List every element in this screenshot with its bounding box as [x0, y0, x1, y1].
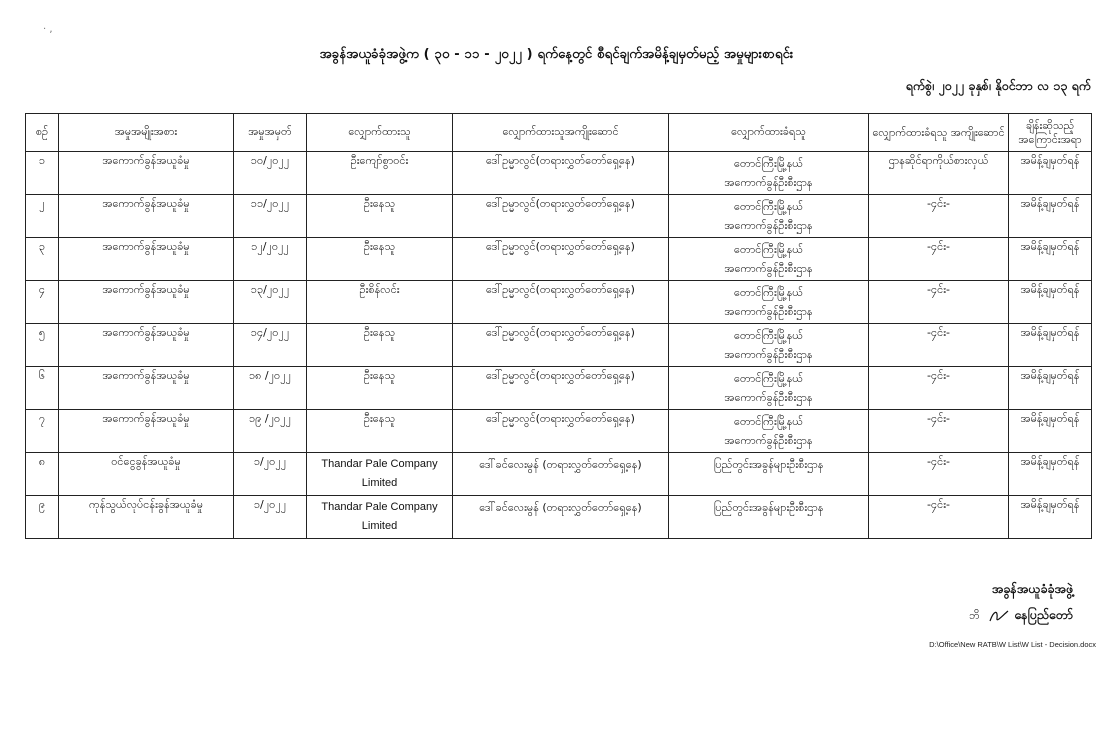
cell-respondent [669, 410, 869, 453]
cell-case-number: ၁၉ /၂၀၂၂ [234, 410, 307, 453]
respondent-line-1: တောင်ကြီးမြို့နယ် [734, 415, 803, 428]
cell-respondent [669, 453, 869, 496]
cell-respondent-representative: -၄င်း- [869, 453, 1009, 496]
signature-place [969, 602, 1073, 629]
table-row [26, 410, 1092, 453]
respondent-line-1: တောင်ကြီးမြို့နယ် [734, 372, 803, 385]
cell-case-type: အကောက်ခွန်အယူခံမှု [59, 367, 234, 410]
signature-scribble-icon [988, 608, 1010, 624]
table-row [26, 367, 1092, 410]
cell-applicant-representative: ဒေါ်ဥမ္မာလွင်(တရားလွှတ်တော်ရှေ့နေ) [453, 195, 669, 238]
cell-case-type: အကောက်ခွန်အယူခံမှု [59, 195, 234, 238]
cell-respondent-representative: -၄င်း- [869, 496, 1009, 539]
cell-respondent-representative: -၄င်း- [869, 410, 1009, 453]
respondent-line-1: တောင်ကြီးမြို့နယ် [734, 157, 803, 170]
cell-applicant-representative: ဒေါ်ဥမ္မာလွင်(တရားလွှတ်တော်ရှေ့နေ) [453, 238, 669, 281]
cell-case-number: ၁၀/၂၀၂၂ [234, 152, 307, 195]
cell-purpose: အမိန့်ချမှတ်ရန် [1009, 496, 1092, 539]
table-row [26, 324, 1092, 367]
cell-case-type: အကောက်ခွန်အယူခံမှု [59, 238, 234, 281]
cell-respondent-representative: -၄င်း- [869, 367, 1009, 410]
cell-applicant: ဦးနေသူ [307, 238, 453, 281]
header-applicant-representative: လျှောက်ထားသူအကျိုးဆောင် [453, 114, 669, 152]
cell-case-number: ၁/၂၀၂၂ [234, 496, 307, 539]
cell-applicant-representative: ဒေါ်ဥမ္မာလွင်(တရားလွှတ်တော်ရှေ့နေ) [453, 324, 669, 367]
respondent-line-1: တောင်ကြီးမြို့နယ် [734, 286, 803, 299]
header-respondent-representative: လျှောက်ထားခံရသူ အကျိုးဆောင် [869, 114, 1009, 152]
cell-no: ၄ [26, 281, 59, 324]
table-row [26, 453, 1092, 496]
cell-no: ၈ [26, 453, 59, 496]
cell-applicant-representative: ဒေါ်ဥမ္မာလွင်(တရားလွှတ်တော်ရှေ့နေ) [453, 281, 669, 324]
cell-applicant-representative: ဒေါ်ဥမ္မာလွင်(တရားလွှတ်တော်ရှေ့နေ) [453, 410, 669, 453]
cell-applicant: ဦးနေသူ [307, 195, 453, 238]
cell-no: ၅ [26, 324, 59, 367]
header-no: စဉ် [26, 114, 59, 152]
cell-applicant: ဦးကျော်စွာဝင်း [307, 152, 453, 195]
cell-case-number: ၁၄/၂၀၂၂ [234, 324, 307, 367]
cell-applicant-representative: ဒေါ်ခင်လေးမွန် (တရားလွှတ်တော်ရှေ့နေ) [453, 496, 669, 539]
signature-city: နေပြည်တော် [1014, 607, 1073, 622]
case-list-table [25, 113, 1092, 539]
header-applicant: လျှောက်ထားသူ [307, 114, 453, 152]
header-respondent: လျှောက်ထားခံရသူ [669, 114, 869, 152]
cell-respondent [669, 367, 869, 410]
cell-applicant: ဦးစိန်လင်း [307, 281, 453, 324]
cell-no: ၂ [26, 195, 59, 238]
signature-org: အခွန်အယူခံခုံအဖွဲ့ [991, 581, 1073, 596]
header-case-number: အမှုအမှတ် [234, 114, 307, 152]
cell-respondent-representative: -၄င်း- [869, 324, 1009, 367]
respondent-line-2: အကောက်ခွန်ဦးစီးဌာန [724, 262, 813, 275]
cell-applicant: ဦးနေသူ [307, 367, 453, 410]
signature-block [969, 576, 1073, 629]
table-row [26, 152, 1092, 195]
cell-applicant: Thandar Pale Company Limited [307, 496, 453, 539]
cell-case-number: ၁၂/၂၀၂၂ [234, 238, 307, 281]
cell-respondent-representative: -၄င်း- [869, 195, 1009, 238]
respondent-line-1: ပြည်တွင်းအခွန်များဦးစီးဌာန [713, 501, 824, 514]
cell-applicant: ဦးနေသူ [307, 410, 453, 453]
cell-case-type: အကောက်ခွန်အယူခံမှု [59, 410, 234, 453]
cell-respondent [669, 281, 869, 324]
header-case-type: အမှုအမျိုးအစား [59, 114, 234, 152]
respondent-line-2: အကောက်ခွန်ဦးစီးဌာန [724, 176, 813, 189]
cell-no: ၃ [26, 238, 59, 281]
cell-no: ၉ [26, 496, 59, 539]
cell-purpose: အမိန့်ချမှတ်ရန် [1009, 238, 1092, 281]
respondent-line-2: အကောက်ခွန်ဦးစီးဌာန [724, 219, 813, 232]
table-row [26, 195, 1092, 238]
cell-purpose: အမိန့်ချမှတ်ရန် [1009, 281, 1092, 324]
cell-applicant-representative: ဒေါ်ခင်လေးမွန် (တရားလွှတ်တော်ရှေ့နေ) [453, 453, 669, 496]
cell-no: ၆ [26, 367, 59, 410]
cell-case-number: ၁/၂၀၂၂ [234, 453, 307, 496]
cell-case-type: အကောက်ခွန်အယူခံမှု [59, 324, 234, 367]
header-purpose: ချိန်းဆိုသည့် အကြောင်းအရာ [1009, 114, 1092, 152]
respondent-line-1: တောင်ကြီးမြို့နယ် [734, 200, 803, 213]
page-title: အခွန်အယူခံခုံအဖွဲ့က ( ၃၀ - ၁၁ - ၂၀၂၂ ) ရက်နေ့တွင် စီရင်ချက်အမိန့်ချမှတ်မည့် အမှုများစာရင်း [319, 47, 794, 62]
respondent-line-1: ပြည်တွင်းအခွန်များဦးစီးဌာန [713, 458, 824, 471]
cell-case-number: ၁၈ /၂၀၂၂ [234, 367, 307, 410]
cell-applicant: Thandar Pale Company Limited [307, 453, 453, 496]
table-row [26, 238, 1092, 281]
respondent-line-2: အကောက်ခွန်ဦးစီးဌာန [724, 305, 813, 318]
cell-respondent [669, 152, 869, 195]
respondent-line-2: အကောက်ခွန်ဦးစီးဌာန [724, 434, 813, 447]
cell-purpose: အမိန့်ချမှတ်ရန် [1009, 410, 1092, 453]
cell-case-number: ၁၃/၂၀၂၂ [234, 281, 307, 324]
cell-applicant-representative: ဒေါ်ဥမ္မာလွင်(တရားလွှတ်တော်ရှေ့နေ) [453, 367, 669, 410]
cell-purpose: အမိန့်ချမှတ်ရန် [1009, 195, 1092, 238]
respondent-line-1: တောင်ကြီးမြို့နယ် [734, 329, 803, 342]
cell-no: ၇ [26, 410, 59, 453]
cell-case-type: ဝင်ငွေခွန်အယူခံမှု [59, 453, 234, 496]
respondent-line-2: အကောက်ခွန်ဦးစီးဌာန [724, 348, 813, 361]
cell-case-type: အကောက်ခွန်အယူခံမှု [59, 152, 234, 195]
table-row [26, 496, 1092, 539]
respondent-line-2: အကောက်ခွန်ဦးစီးဌာန [724, 391, 813, 404]
cell-case-type: အကောက်ခွန်အယူခံမှု [59, 281, 234, 324]
cell-respondent [669, 238, 869, 281]
table-row [26, 281, 1092, 324]
cell-respondent [669, 324, 869, 367]
cell-respondent [669, 195, 869, 238]
cell-respondent-representative: -၄င်း- [869, 281, 1009, 324]
table-header-row [26, 114, 1092, 152]
cell-case-type: ကုန်သွယ်လုပ်ငန်းခွန်အယူခံမှု [59, 496, 234, 539]
cell-respondent-representative: -၄င်း- [869, 238, 1009, 281]
corner-scan-mark: · , [43, 24, 53, 35]
cell-case-number: ၁၁/၂၀၂၂ [234, 195, 307, 238]
file-path: D:\Office\New RATB\W List\W List - Decision.docx [929, 640, 1096, 649]
cell-purpose: အမိန့်ချမှတ်ရန် [1009, 367, 1092, 410]
cell-purpose: အမိန့်ချမှတ်ရန် [1009, 152, 1092, 195]
cell-purpose: အမိန့်ချမှတ်ရန် [1009, 453, 1092, 496]
cell-respondent [669, 496, 869, 539]
cell-applicant-representative: ဒေါ်ဥမ္မာလွင်(တရားလွှတ်တော်ရှေ့နေ) [453, 152, 669, 195]
signature-initials: ဘိ [969, 609, 980, 622]
respondent-line-1: တောင်ကြီးမြို့နယ် [734, 243, 803, 256]
cell-no: ၁ [26, 152, 59, 195]
cell-purpose: အမိန့်ချမှတ်ရန် [1009, 324, 1092, 367]
cell-respondent-representative: ဌာနဆိုင်ရာကိုယ်စားလှယ် [869, 152, 1009, 195]
date-line: ရက်စွဲ၊ ၂၀၂၂ ခုနှစ်၊ နိုဝင်ဘာ လ ၁၃ ရက် [905, 78, 1091, 93]
cell-applicant: ဦးနေသူ [307, 324, 453, 367]
